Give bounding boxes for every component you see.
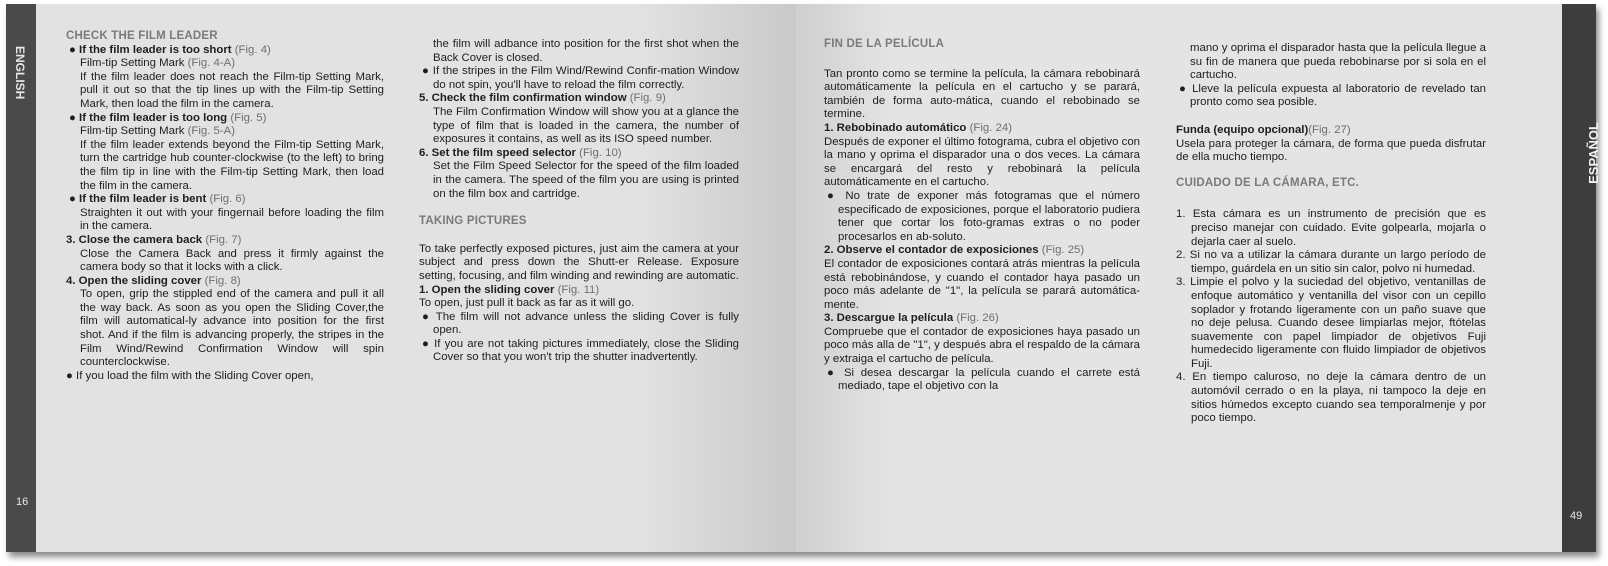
- list-item: 3. Limpie el polvo y la suciedad del objetivo, ventanillas de enfoque automático y ventanilla del visor con un cepillo soplador y frotando ligeramente con un paño suave que no deje pelusa. Cuando desee limpiarlas mejor, ftótelas suavemente con papel limpiador de objetivos Fuji humedecido ligeramente con fluido limpiador de objetivos Fuji.: [1176, 276, 1486, 370]
- page-number-left: 16: [16, 496, 29, 508]
- language-tab-right: [1562, 4, 1601, 552]
- language-label-espanol: ESPAÑOL: [1586, 122, 1601, 184]
- step-heading: 2. Observe el contador de exposiciones (Fig. 25): [824, 244, 1085, 257]
- paragraph: To open, grip the stippled end of the camera and pull it all the way back. As soon as you open the Sliding Cover,the film will automatical-ly advance into position for the first shot. And if the film is advancing properly, the stripes in the Film Wind/Rewind Confirmation Window will spin counterclockwise.: [80, 288, 384, 369]
- list-item: ● No trate de exponer más fotogramas que el número especificado de exposiciones, porque el laboratorio pudiera tener que cortar los foto-gramas extras o no poder procesarlos en ab-soluto.: [827, 189, 1141, 243]
- paragraph: El contador de exposiciones contará atrás mientras la película está rebobinándose, y cuando el contador haya pasado un poco más adelante de "1", la película se parará automática-mente.: [824, 257, 1140, 311]
- list-item: ● If the film leader is too long (Fig. 5): [69, 111, 267, 124]
- step-heading: 4. Open the sliding cover (Fig. 8): [66, 274, 241, 287]
- paragraph: Close the Camera Back and press it firmly against the camera body so that it locks with a click.: [80, 247, 384, 274]
- step-heading: 5. Check the film confirmation window (Fig. 9): [419, 92, 666, 105]
- step-heading: 1. Open the sliding cover (Fig. 11): [419, 283, 600, 296]
- list-item: ● Si desea descargar la película cuando el carrete está mediado, tape el objetivo con la: [827, 366, 1141, 393]
- list-item: ● Lleve la película expuesta al laboratorio de revelado tan pronto como sea posible.: [1179, 82, 1486, 109]
- paragraph: mano y oprima el disparador hasta que la película llegue a su fin de manera que pueda rebobinarse por si sola en el cartucho.: [1190, 42, 1486, 82]
- section-heading: TAKING PICTURES: [419, 215, 527, 228]
- right-page: [796, 4, 1601, 552]
- list-item: ● If the film leader is bent (Fig. 6): [69, 193, 246, 206]
- language-tab-left: [6, 4, 36, 552]
- spanish-column-1: [824, 38, 1140, 394]
- spanish-column-2: [1176, 42, 1486, 426]
- paragraph: Set the Film Speed Selector for the speed of the film loaded in the camera. The speed of the film you are using is printed on the film box and cartridge.: [433, 160, 739, 200]
- list-item: 4. En tiempo caluroso, no deje la cámara dentro de un automóvil cerrado o en la playa, ni tampoco la deje en sitios húmedos excepto cuando sea temporalmenje y por poco tiempo.: [1176, 371, 1486, 425]
- paragraph: If the film leader extends beyond the Film-tip Setting Mark, turn the cartridge hub counter-clockwise (to the left) to bring the film tip in line with the Film-tip Setting Mark, then load the film in the camera.: [80, 138, 384, 192]
- english-column-1: [66, 30, 384, 383]
- paragraph: the film will adbance into position for the first shot when the Back Cover is closed.: [433, 38, 739, 64]
- list-item: ● If you are not taking pictures immediately, close the Sliding Cover so that you won't trip the shutter inadvertently.: [422, 337, 739, 364]
- step-heading: 3. Close the camera back (Fig. 7): [66, 233, 242, 246]
- step-heading: Funda (equipo opcional)(Fig. 27): [1176, 123, 1351, 136]
- list-item: 1. Esta cámara es un instrumento de precisión que es preciso manejar con cuidado. Evite golpearla, mojarla o dejarla caer al suelo.: [1176, 208, 1486, 248]
- list-item: 2. Si no va a utilizar la cámara durante un largo período de tiempo, guárdela en un sitio sin calor, polvo ni humedad.: [1176, 249, 1486, 275]
- left-page: [6, 4, 796, 552]
- list-item: ● If the stripes in the Film Wind/Rewind Confir-mation Window do not spin, you'll have to reload the film correctly.: [422, 65, 739, 91]
- step-heading: 1. Rebobinado automático (Fig. 24): [824, 121, 1012, 134]
- paragraph: To open, just pull it back as far as it will go.: [419, 297, 635, 310]
- paragraph: Straighten it out with your fingernail before loading the film in the camera.: [80, 206, 384, 233]
- list-item: ● If the film leader is too short (Fig. 4): [69, 43, 271, 56]
- paragraph: Usela para proteger la cámara, de forma que pueda disfrutar de ella mucho tiempo.: [1176, 137, 1486, 164]
- list-item: ● The film will not advance unless the sliding Cover is fully open.: [422, 310, 739, 337]
- paragraph: Después de exponer el último fotograma, cubra el objetivo con la mano y oprima el disparador una o dos veces. La cámara se encargará del resto y rebobinará la película automáticamente en el cartucho.: [824, 135, 1140, 189]
- paragraph: Tan pronto como se termine la película, la cámara rebobinará automáticamente la película en el cartucho y se parará, también de forma auto-mática, cuando el rebobinado se termine.: [824, 67, 1140, 121]
- list-item: ● If you load the film with the Sliding Cover open,: [66, 369, 314, 382]
- step-heading: 6. Set the film speed selector (Fig. 10): [419, 146, 622, 159]
- section-heading: FIN DE LA PELÍCULA: [824, 38, 945, 50]
- list-item: Film-tip Setting Mark (Fig. 5-A): [80, 125, 236, 138]
- paragraph: If the film leader does not reach the Film-tip Setting Mark, pull it out so that the tip lines up with the Film-tip Setting Mark, then load the film in the camera.: [80, 70, 384, 110]
- paragraph: Compruebe que el contador de exposiciones haya pasado un poco más alla de "1", y después abra el respaldo de la cámara y extraiga el cartucho de película.: [824, 325, 1140, 366]
- section-heading: CUIDADO DE LA CÁMARA, ETC.: [1176, 176, 1360, 189]
- language-label-english: ENGLISH: [13, 46, 27, 100]
- page-number-right: 49: [1570, 510, 1583, 522]
- section-heading: CHECK THE FILM LEADER: [66, 30, 218, 42]
- paragraph: To take perfectly exposed pictures, just aim the camera at your subject and press down the Shutt-er Release. Exposure setting, focusing, and film winding and rewinding are automatic.: [419, 242, 739, 282]
- paragraph: The Film Confirmation Window will show you at a glance the type of film that is loaded in the camera, the number of exposures it contains, as well as its ISO speed number.: [433, 105, 739, 146]
- step-heading: 3. Descargue la película (Fig. 26): [824, 312, 999, 325]
- english-column-2: [419, 38, 739, 365]
- list-item: Film-tip Setting Mark (Fig. 4-A): [80, 57, 236, 70]
- manual-spread: [6, 4, 1601, 552]
